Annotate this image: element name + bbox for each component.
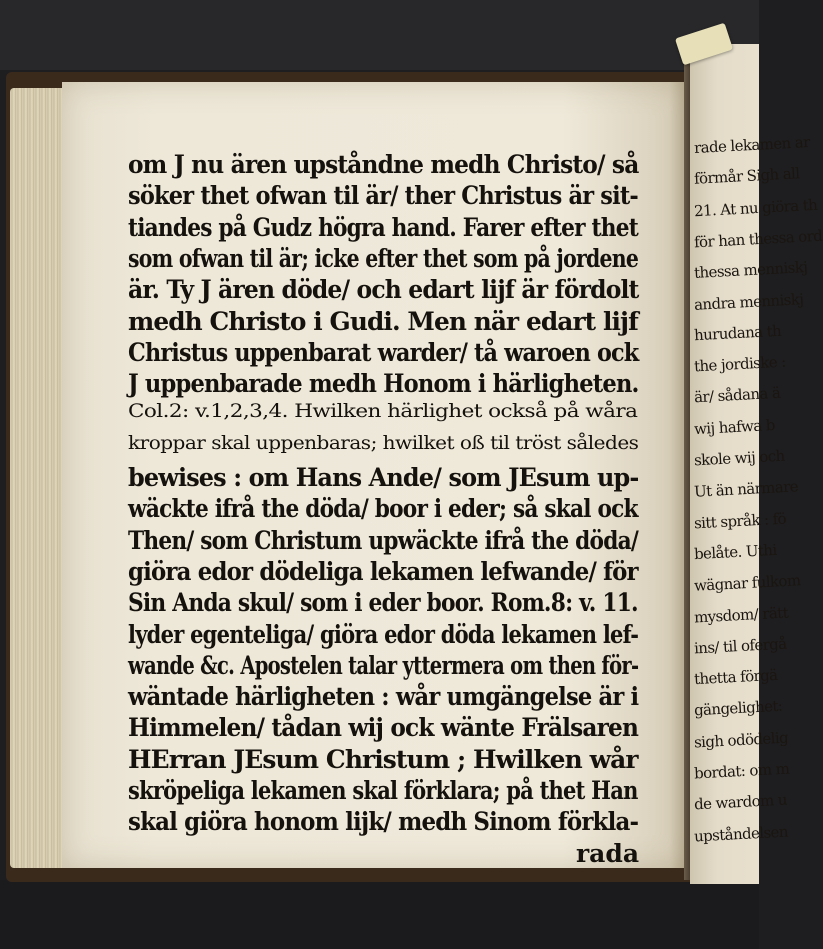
text-line: som ofwan til är; icke efter thet som på jordene	[128, 243, 639, 273]
text-line: är. Ty J ären döde/ och edart lijf är fördolt	[128, 275, 639, 305]
facing-text-line: rade lekamen ar	[693, 132, 811, 158]
text-line: Himmelen/ tådan wij ock wänte Frälsaren	[128, 713, 639, 743]
facing-text-line: thetta förgä	[693, 665, 778, 689]
text-line: medh Christo i Gudi. Men när edart lijf	[128, 306, 638, 336]
text-line: skal giöra honom lijk/ medh Sinom förkla-	[128, 807, 639, 837]
text-line: lyder egenteliga/ giöra edor döda lekamen lef-	[128, 619, 639, 649]
facing-text-line: sitt språk : fö	[693, 509, 787, 532]
text-line: Christus uppenbarat warder/ tå waroen ock	[128, 337, 639, 367]
text-line: skröpeliga lekamen skal förklara; på thet Han	[128, 776, 638, 805]
facing-text-line: bordat: om m	[693, 759, 790, 783]
text-line: wäntade härligheten : wår umgängelse är i	[128, 682, 639, 712]
text-line: bewises : om Hans Ande/ som JEsum up-	[128, 463, 639, 492]
text-line: tiandes på Gudz högra hand. Farer efter thet	[128, 212, 638, 242]
background-bottom	[0, 880, 759, 949]
background-top	[0, 0, 759, 70]
facing-text-line: förmår Sigh all	[693, 164, 800, 189]
facing-text-line: belåte. Uthi	[693, 540, 778, 564]
facing-text-line: hurudana th	[693, 321, 782, 345]
text-line: giöra edor dödeliga lekamen lefwande/ för	[128, 556, 638, 586]
facing-text-line: är/ sådana ä	[693, 384, 781, 407]
facing-text-line: för han thessa ord	[693, 226, 823, 252]
facing-text-line: ins/ til ofergå	[693, 634, 787, 658]
text-line: wande &c. Apostelen talar yttermera om then för-	[128, 650, 639, 680]
facing-text-line: sigh odödelig	[693, 728, 789, 752]
facing-text-line: Ut än närmare	[693, 477, 799, 502]
text-line: söker thet ofwan til är/ ther Christus är sit-	[128, 181, 638, 211]
text-line: wäckte ifrå the döda/ boor i eder; så skal ock	[128, 494, 638, 524]
facing-text-line: andra menniskj	[693, 289, 804, 314]
facing-text-line: 21. At nu giöra th	[693, 195, 818, 220]
page-edges	[10, 88, 66, 868]
text-line: HErran JEsum Christum ; Hwilken wår	[128, 744, 638, 774]
right-page	[690, 44, 823, 884]
text-line: Then/ som Christum upwäckte ifrå the döda/	[128, 525, 638, 555]
text-line: Sin Anda skul/ som i eder boor. Rom.8: v. 11.	[128, 588, 638, 618]
facing-text-line: skole wij och	[693, 446, 786, 470]
facing-text-line: de wardom u	[693, 790, 788, 814]
facing-text-line: wägnar fulkom	[693, 571, 801, 595]
facing-text-line: upståndelsen	[693, 822, 789, 846]
facing-text-line: wij hafwa b	[693, 415, 776, 438]
facing-text-line: the jordiske :	[693, 352, 787, 376]
text-line: om J nu ären upståndne medh Christo/ så	[128, 150, 639, 179]
text-line: kroppar skal uppenbaras; hwilket oß til tröst således	[128, 431, 639, 454]
text-line: J uppenbarade medh Honom i härligheten.	[128, 369, 639, 399]
facing-text-line: mysdom/ rätt	[693, 603, 789, 626]
catchword: rada	[576, 838, 640, 868]
facing-text-line: thessa menniskj	[693, 258, 808, 283]
text-line: Col.2: v.1,2,3,4. Hwilken härlighet också på wåra	[128, 400, 638, 423]
facing-text-line: gängelighet:	[693, 697, 783, 720]
